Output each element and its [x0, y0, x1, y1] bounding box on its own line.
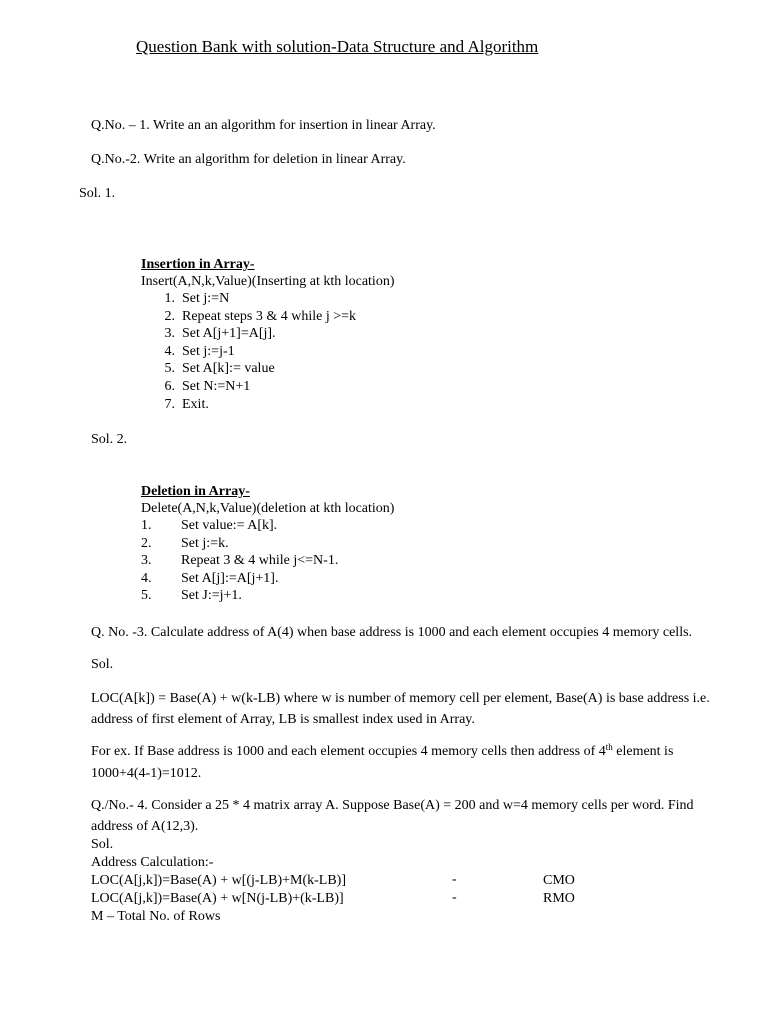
question-4-line-2: address of A(12,3).	[91, 819, 199, 834]
document-title: Question Bank with solution-Data Structure and Algorithm	[136, 37, 539, 56]
insertion-step: 5. Set A[k]:= value	[164, 361, 275, 377]
insertion-heading: Insertion in Array-	[141, 257, 255, 272]
loc-formula-line-1: LOC(A[k]) = Base(A) + w(k-LB) where w is number of memory cell per element, Base(A) is base address i.e.	[91, 691, 710, 706]
example-line-1: For ex. If Base address is 1000 and each element occupies 4 memory cells then address of 4th element is	[91, 742, 674, 759]
insertion-steps	[141, 290, 356, 413]
question-3: Q. No. -3. Calculate address of A(4) when base address is 1000 and each element occupies 4 memory cells.	[91, 625, 693, 640]
m-definition: M – Total No. of Rows	[91, 909, 221, 924]
deletion-steps	[141, 517, 338, 605]
solution-4-label: Sol.	[91, 837, 114, 852]
rmo-dash: -	[452, 890, 457, 905]
cmo-label: CMO	[543, 873, 575, 888]
deletion-step: 5. Set J:=j+1.	[141, 588, 242, 604]
ordinal-superscript: th	[605, 742, 613, 752]
insertion-step: 3. Set A[j+1]=A[j].	[164, 326, 276, 342]
loc-formula-line-2: address of first element of Array, LB is smallest index used in Array.	[91, 712, 475, 727]
deletion-signature: Delete(A,N,k,Value)(deletion at kth location)	[141, 501, 395, 516]
insertion-signature: Insert(A,N,k,Value)(Inserting at kth location)	[141, 274, 395, 289]
solution-1-label: Sol. 1.	[79, 186, 116, 201]
cmo-formula: LOC(A[j,k])=Base(A) + w[(j-LB)+M(k-LB)]	[91, 873, 347, 888]
insertion-step: 4. Set j:=j-1	[164, 343, 235, 359]
rmo-formula: LOC(A[j,k])=Base(A) + w[N(j-LB)+(k-LB)]	[91, 891, 344, 906]
question-1: Q.No. – 1. Write an an algorithm for insertion in linear Array.	[91, 118, 436, 133]
insertion-step: 6. Set N:=N+1	[164, 378, 251, 394]
address-calculation-heading: Address Calculation:-	[91, 855, 214, 870]
deletion-step: 4. Set A[j]:=A[j+1].	[141, 570, 279, 586]
cmo-dash: -	[452, 872, 457, 887]
solution-3-label: Sol.	[91, 657, 114, 672]
insertion-step: 7. Exit.	[164, 396, 209, 412]
insertion-step: 1. Set j:=N	[164, 291, 230, 306]
deletion-heading: Deletion in Array-	[141, 484, 250, 499]
deletion-step: 1. Set value:= A[k].	[141, 518, 278, 533]
example-line-2: 1000+4(4-1)=1012.	[91, 766, 202, 781]
question-4-line-1: Q./No.- 4. Consider a 25 * 4 matrix array A. Suppose Base(A) = 200 and w=4 memory cells per word. Find	[91, 798, 694, 813]
rmo-label: RMO	[543, 891, 575, 906]
deletion-step: 2. Set j:=k.	[141, 535, 229, 551]
question-2: Q.No.-2. Write an algorithm for deletion in linear Array.	[91, 152, 406, 167]
deletion-step: 3. Repeat 3 & 4 while j<=N-1.	[141, 553, 339, 569]
insertion-step: 2. Repeat steps 3 & 4 while j >=k	[164, 308, 357, 324]
solution-2-label: Sol. 2.	[91, 432, 128, 447]
